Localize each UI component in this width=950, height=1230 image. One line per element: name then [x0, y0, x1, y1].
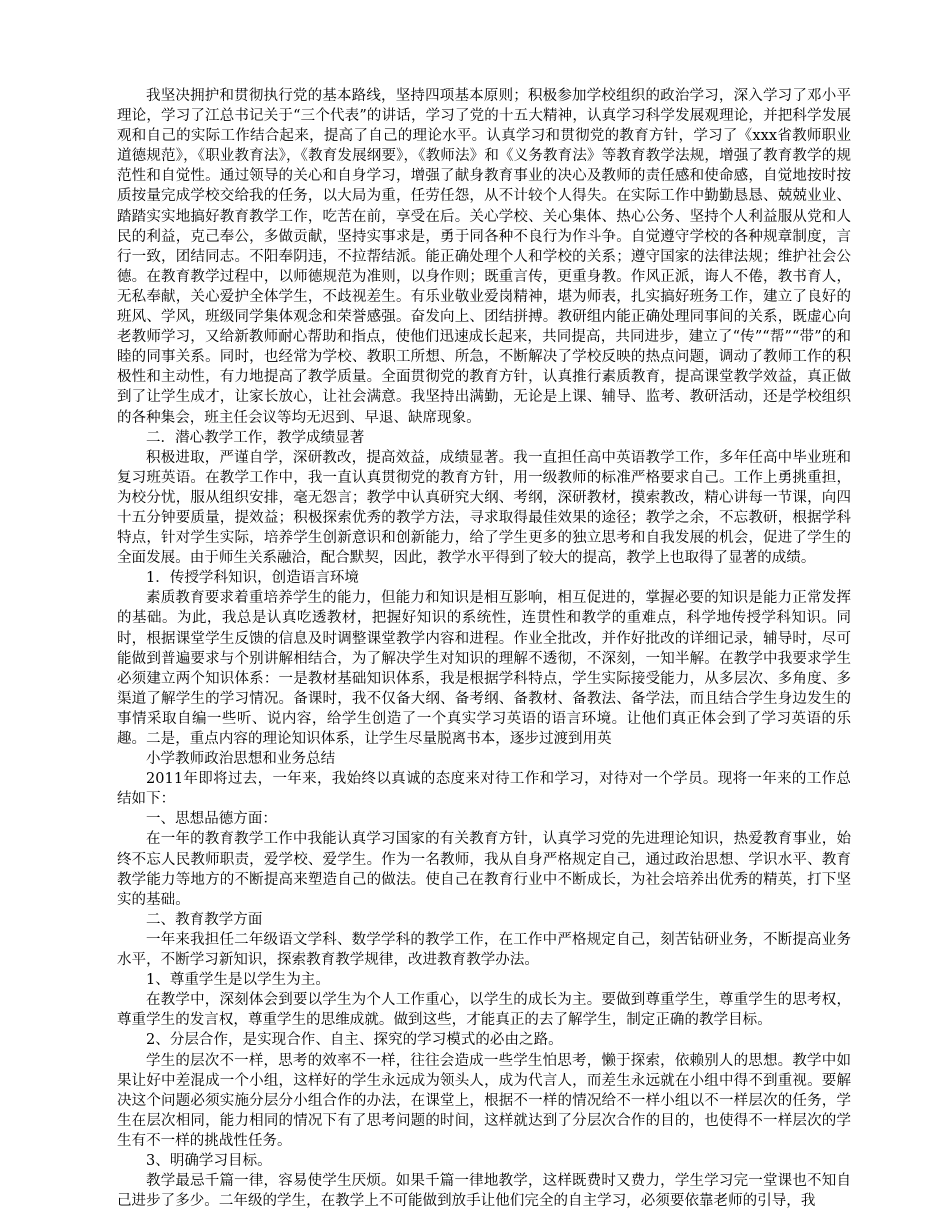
section-heading: 二、教育教学方面	[146, 911, 263, 928]
body-paragraph: 学生的层次不一样，思考的效率不一样，往往会造成一些学生怕思考，懒于探索，依赖别人的思想。教学中如果让好中差混成一个小组，这样好的学生永远成为领头人，成为代言人，而差生永远就在小组中得不到重视。要解决这个问题必须实施分层分小组合作的办法，在课堂上，根据不一样的情况给不一样小组以不一样层次的任务，学生在层次相同，能力相同的情况下有了思考问题的时间，这样就达到了分层次合作的目的，也使得不一样层次的学生有不一样的挑战性任务。	[117, 1052, 851, 1149]
body-paragraph: 素质教育要求着重培养学生的能力，但能力和知识是相互影响，相互促进的，掌握必要的知识是能力正常发挥的基础。为此，我总是认真吃透教材，把握好知识的系统性，连贯性和教学的重难点，科学地传授学科知识。同时，根据课堂学生反馈的信息及时调整课堂教学内容和进程。作业全批改，并作好批改的详细记录，辅导时，尽可能做到普遍要求与个别讲解相结合，为了解决学生对知识的理解不透彻，不深刻，一知半解。在教学中我要求学生必须建立两个知识体系：一是教材基础知识体系，我是根据学科特点，学生实际接受能力，从多层次、多角度、多渠道了解学生的学习情况。备课时，我不仅备大纲、备考纲、备教材、备教法、备学法，而且结合学生身边发生的事情采取自编一些听、说内容，给学生创造了一个真实学习英语的语言环境。让他们真正体会到了学习英语的乐趣。二是，重点内容的理论知识体系，让学生尽量脱离书本，逐步过渡到用英	[117, 590, 851, 747]
body-paragraph: 积极进取，严谨自学，深研教改，提高效益，成绩显著。我一直担任高中英语教学工作，多年任高中毕业班和复习班英语。在教学工作中，我一直认真贯彻党的教育方针，用一级教师的标准严格要求自己。工作上勇挑重担，为校分忧，服从组织安排，毫无怨言；教学中认真研究大纲、考纲，深研教材，摸索教改，精心讲每一节课，向四十五分钟要质量，提效益；积极探索优秀的教学方法，寻求取得最佳效果的途径；教学之余，不忘教研，根据学科特点，针对学生实际，培养学生创新意识和创新能力，给了学生更多的独立思考和自我发展的机会，促进了学生的全面发展。由于师生关系融洽，配合默契，因此，教学水平得到了较大的提高，教学上也取得了显著的成绩。	[117, 449, 851, 567]
body-paragraph: 在教学中，深刻体会到要以学生为个人工作重心，以学生的成长为主。要做到尊重学生，尊重学生的思考权，尊重学生的发言权，尊重学生的思维成就。做到这些，才能真正的去了解学生，制定正确的教学目标。	[117, 992, 851, 1029]
body-paragraph: 一年来我担任二年级语文学科、数学学科的教学工作，在工作中严格规定自己，刻苦钻研业务，不断提高业务水平，不断学习新知识，探索教育教学规律，改进教育教学办法。	[117, 931, 851, 969]
section-heading: 二．潜心教学工作，教学成绩显著	[146, 429, 365, 446]
body-paragraph: 教学最忌千篇一律，容易使学生厌烦。如果千篇一律地教学，这样既费时又费力，学生学习完一堂课也不知自己进步了多少。二年级的学生，在教学上不可能做到放手让他们完全的自主学习，必须要依靠老师的引导，我	[117, 1173, 851, 1210]
body-paragraph: 我坚决拥护和贯彻执行党的基本路线，坚持四项基本原则；积极参加学校组织的政治学习，深入学习了邓小平理论，学习了江总书记关于“三个代表”的讲话，学习了党的十五大精神，认真学习科学发展观理论，并把科学发展观和自己的实际工作结合起来，提高了自己的理论水平。认真学习和贯彻党的教育方针，学习了《xxx省教师职业道德规范》，《职业教育法》，《教育发展纲要》，《教师法》和《义务教育法》等教育教学法规，增强了教育教学的规范性和自觉性。通过领导的关心和自身学习，增强了献身教育事业的决心及教师的责任感和使命感，自觉地按时按质按量完成学校交给我的任务，以大局为重，任劳任怨，从不计较个人得失。在实际工作中勤勤恳恳、兢兢业业、踏踏实实地搞好教育教学工作，吃苦在前，享受在后。关心学校、关心集体、热心公务、坚持个人利益服从党和人民的利益，克己奉公，多做贡献，坚持实事求是，勇于同各种不良行为作斗争。自觉遵守学校的各种规章制度，言行一致，团结同志。不阳奉阴违，不拉帮结派。能正确处理个人和学校的关系；遵守国家的法律法规；维护社会公德。在教育教学过程中，以师德规范为准则，以身作则；既重言传，更重身教。作风正派，诲人不倦，教书育人，无私奉献，关心爱护全体学生，不歧视差生。有乐业敬业爱岗精神，堪为师表，扎实搞好班务工作，建立了良好的班风、学风，班级同学集体观念和荣誉感强。奋发向上、团结拼搏。教研组内能正确处理同事间的关系，既虚心向老教师学习，又给新教师耐心帮助和指点，使他们迅速成长起来，共同提高，共同进步，建立了“传”“帮”“带”的和睦的同事关系。同时，也经常为学校、教职工所想、所急，不断解决了学校反映的热点问题，调动了教师工作的积极性和主动性，有力地提高了教学质量。全面贯彻党的教育方针，认真推行素质教育，提高课堂教学效益，真正做到了让学生成才，让家长放心，让社会满意。我坚持出满勤，无论是上课、辅导、监考、教研活动，还是学校组织的各种集会，班主任会议等均无迟到、早退、缺席现象。	[117, 88, 851, 426]
document-page	[117, 86, 851, 1211]
body-paragraph: 2011年即将过去，一年来，我始终以真诚的态度来对待工作和学习，对待对一个学员。现将一年来的工作总结如下：	[117, 771, 851, 808]
section-heading: 3、明确学习目标。	[146, 1152, 272, 1169]
section-heading: 2、分层合作，是实现合作、自主、探究的学习模式的必由之路。	[146, 1032, 563, 1049]
section-heading: 一、思想品德方面：	[146, 811, 277, 828]
section-heading: 1、尊重学生是以学生为主。	[146, 972, 330, 989]
body-paragraph: 在一年的教育教学工作中我能认真学习国家的有关教育方针，认真学习党的先进理论知识，热爱教育事业，始终不忘人民教师职责，爱学校、爱学生。作为一名教师，我从自身严格规定自己，通过政治思想、学识水平、教育教学能力等地方的不断提高来塑造自己的做法。使自己在教育行业中不断成长，为社会培养出优秀的精英，打下坚实的基础。	[117, 831, 851, 908]
section-heading: 小学教师政治思想和业务总结	[146, 751, 336, 768]
section-heading: 1．传授学科知识，创造语言环境	[146, 570, 359, 587]
